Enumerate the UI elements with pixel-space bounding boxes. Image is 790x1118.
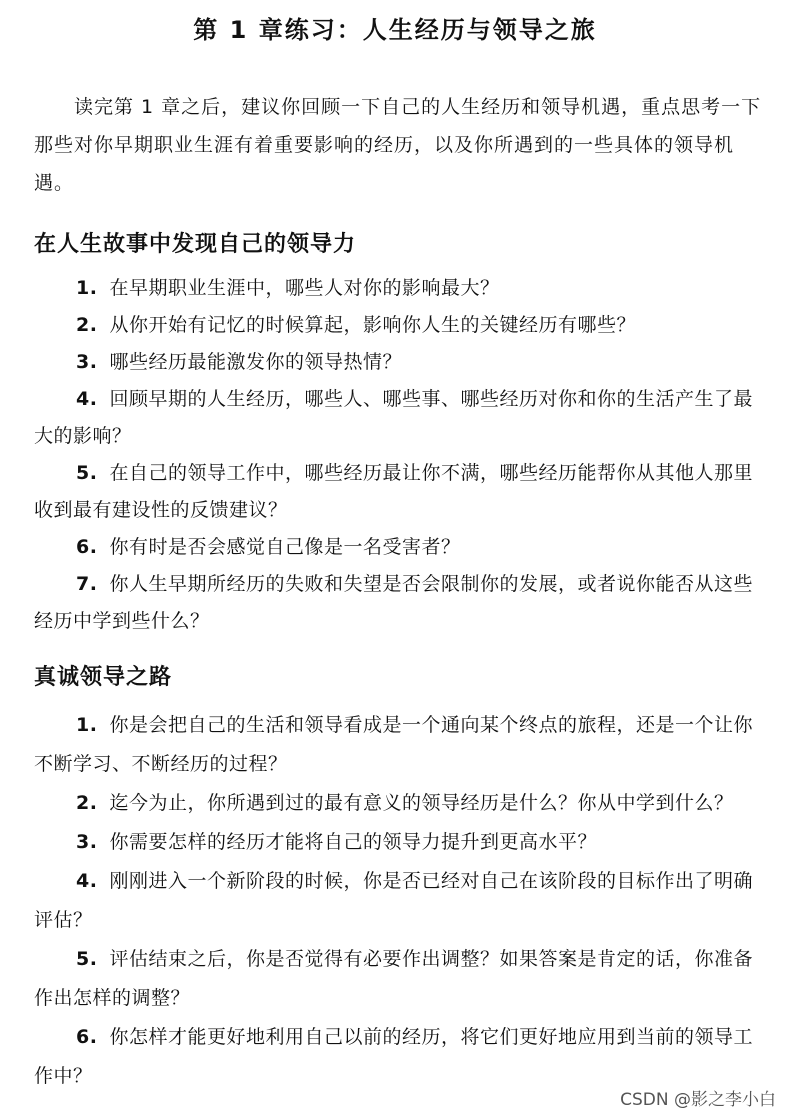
question-number: 5. <box>76 948 98 970</box>
section-heading-authentic-leadership: 真诚领导之路 <box>34 664 173 690</box>
question-item <box>34 566 764 640</box>
question-number: 1. <box>76 714 98 736</box>
page-title: 第 1 章练习：人生经历与领导之旅 <box>193 16 597 44</box>
question-number: 6. <box>76 1026 98 1048</box>
question-text: 回顾早期的人生经历，哪些人、哪些事、哪些经历对你和你的生活产生了最大的影响？ <box>34 388 753 447</box>
question-text: 你怎样才能更好地利用自己以前的经历，将它们更好地应用到当前的领导工作中？ <box>34 1026 753 1087</box>
question-item <box>34 270 764 307</box>
intro-paragraph: 读完第 1 章之后，建议你回顾一下自己的人生经历和领导机遇，重点思考一下那些对你早期职业生涯有着重要影响的经历，以及你所遇到的一些具体的领导机遇。 <box>34 96 762 194</box>
question-text: 你人生早期所经历的失败和失望是否会限制你的发展，或者说你能否从这些经历中学到些什么？ <box>34 573 753 632</box>
question-item <box>34 706 764 784</box>
question-number: 2. <box>76 314 98 336</box>
question-number: 3. <box>76 831 98 853</box>
question-text: 你是会把自己的生活和领导看成是一个通向某个终点的旅程，还是一个让你不断学习、不断经历的过程？ <box>34 714 753 775</box>
question-item <box>34 381 764 455</box>
question-number: 2. <box>76 792 98 814</box>
question-number: 5. <box>76 462 98 484</box>
question-item <box>34 455 764 529</box>
question-item <box>34 784 764 823</box>
question-text: 你需要怎样的经历才能将自己的领导力提升到更高水平？ <box>109 831 597 853</box>
question-number: 6. <box>76 536 98 558</box>
watermark: CSDN @影之李小白 <box>620 1090 776 1110</box>
question-item <box>34 307 764 344</box>
question-list-discover-leadership <box>34 270 764 640</box>
question-number: 4. <box>76 870 98 892</box>
question-item <box>34 529 764 566</box>
question-item <box>34 940 764 1018</box>
question-item <box>34 862 764 940</box>
question-text: 迄今为止，你所遇到过的最有意义的领导经历是什么？你从中学到什么？ <box>109 792 734 814</box>
question-text: 在早期职业生涯中，哪些人对你的影响最大？ <box>109 277 500 299</box>
question-item <box>34 823 764 862</box>
question-text: 在自己的领导工作中，哪些经历最让你不满，哪些经历能帮你从其他人那里收到最有建设性的反馈建议？ <box>34 462 753 521</box>
question-text: 评估结束之后，你是否觉得有必要作出调整？如果答案是肯定的话，你准备作出怎样的调整？ <box>34 948 753 1009</box>
question-text: 刚刚进入一个新阶段的时候，你是否已经对自己在该阶段的目标作出了明确评估？ <box>34 870 753 931</box>
question-text: 哪些经历最能激发你的领导热情？ <box>109 351 402 373</box>
question-number: 7. <box>76 573 98 595</box>
question-number: 4. <box>76 388 98 410</box>
section-heading-discover-leadership: 在人生故事中发现自己的领导力 <box>34 231 357 257</box>
question-number: 3. <box>76 351 98 373</box>
question-text: 从你开始有记忆的时候算起，影响你人生的关键经历有哪些？ <box>109 314 636 336</box>
question-item <box>34 344 764 381</box>
question-number: 1. <box>76 277 98 299</box>
question-list-authentic-leadership <box>34 706 764 1096</box>
question-text: 你有时是否会感觉自己像是一名受害者？ <box>109 536 461 558</box>
